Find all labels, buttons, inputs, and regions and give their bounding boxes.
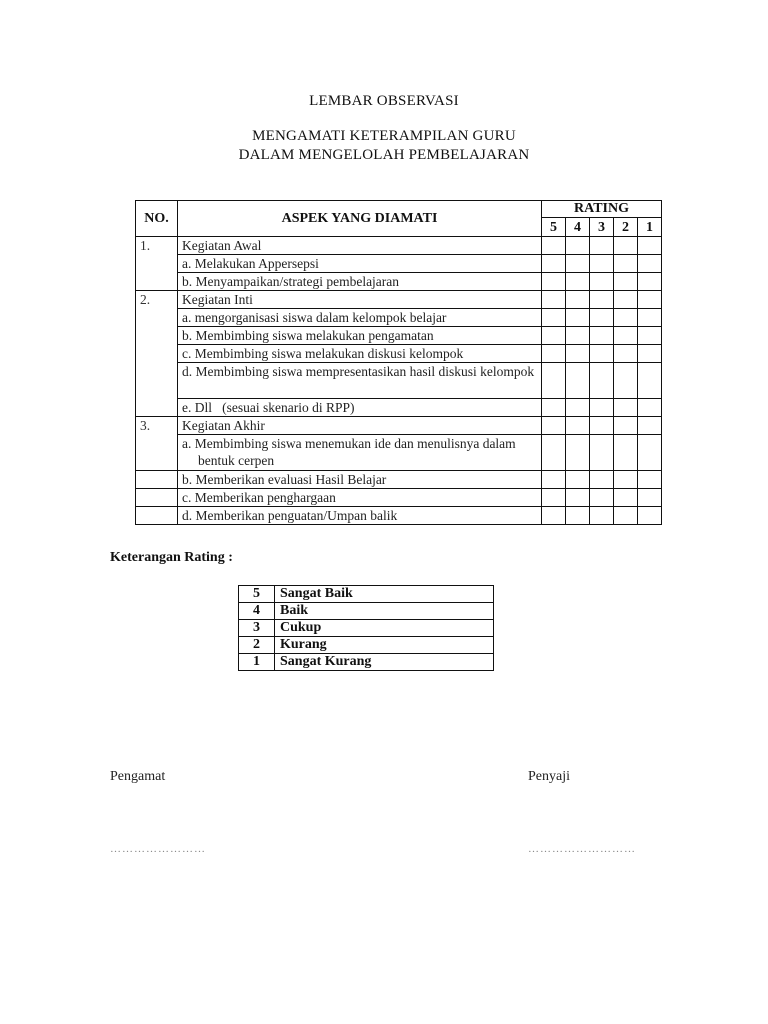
section-title: Kegiatan Inti [178, 291, 542, 309]
table-row [136, 417, 662, 435]
table-row [136, 489, 662, 507]
section-number: 2. [136, 291, 178, 417]
rating-cell-2[interactable] [614, 363, 638, 399]
legend-label: Cukup [275, 620, 494, 637]
header-rating-1: 1 [638, 218, 662, 237]
rating-cell-5[interactable] [542, 237, 566, 255]
rating-cell-3[interactable] [590, 273, 614, 291]
rating-cell-1[interactable] [638, 291, 662, 309]
rating-cell-4[interactable] [566, 237, 590, 255]
rating-cell-5[interactable] [542, 345, 566, 363]
table-row [136, 399, 662, 417]
rating-cell-1[interactable] [638, 273, 662, 291]
rating-cell-1[interactable] [638, 399, 662, 417]
header-rating: RATING [542, 201, 662, 218]
signature-label-observer: Pengamat [110, 769, 166, 784]
table-row [136, 309, 662, 327]
header-aspek: ASPEK YANG DIAMATI [178, 201, 542, 237]
legend-label: Sangat Baik [275, 586, 494, 603]
header-rating-5: 5 [542, 218, 566, 237]
rating-cell-2[interactable] [614, 273, 638, 291]
document-title: LEMBAR OBSERVASI [309, 93, 459, 109]
legend-value: 5 [239, 586, 275, 603]
section-number: 1. [136, 237, 178, 291]
rating-cell-4[interactable] [566, 345, 590, 363]
rating-cell-3[interactable] [590, 489, 614, 507]
rating-cell-4[interactable] [566, 507, 590, 525]
rating-cell-3[interactable] [590, 309, 614, 327]
header-no: NO. [136, 201, 178, 237]
aspect-item: a. Melakukan Appersepsi [178, 255, 542, 273]
rating-cell-2[interactable] [614, 417, 638, 435]
aspect-item: e. Dll (sesuai skenario di RPP) [178, 399, 542, 417]
rating-cell-1[interactable] [638, 489, 662, 507]
rating-legend-label: Keterangan Rating : [110, 550, 233, 565]
legend-value: 2 [239, 637, 275, 654]
rating-cell-5[interactable] [542, 507, 566, 525]
rating-cell-3[interactable] [590, 255, 614, 273]
rating-cell-4[interactable] [566, 273, 590, 291]
aspect-item: d. Memberikan penguatan/Umpan balik [178, 507, 542, 525]
rating-cell-4[interactable] [566, 471, 590, 489]
rating-cell-5[interactable] [542, 471, 566, 489]
rating-cell-1[interactable] [638, 435, 662, 471]
rating-cell-4[interactable] [566, 327, 590, 345]
section-number-empty [136, 471, 178, 489]
table-row [136, 255, 662, 273]
table-row [136, 327, 662, 345]
section-number: 3. [136, 417, 178, 471]
table-row [136, 363, 662, 399]
rating-legend-table [238, 585, 494, 671]
rating-cell-5[interactable] [542, 255, 566, 273]
rating-cell-5[interactable] [542, 489, 566, 507]
aspect-item: d. Membimbing siswa mempresentasikan hasil diskusi kelompok [178, 363, 542, 399]
rating-cell-2[interactable] [614, 399, 638, 417]
legend-row [239, 586, 494, 603]
rating-cell-4[interactable] [566, 363, 590, 399]
rating-cell-4[interactable] [566, 489, 590, 507]
legend-row [239, 637, 494, 654]
table-row [136, 435, 662, 471]
rating-cell-3[interactable] [590, 327, 614, 345]
signature-label-presenter: Penyaji [528, 769, 570, 784]
rating-cell-3[interactable] [590, 363, 614, 399]
document-subtitle-line1: MENGAMATI KETERAMPILAN GURU [252, 128, 516, 144]
aspect-item: b. Memberikan evaluasi Hasil Belajar [178, 471, 542, 489]
section-number-empty [136, 507, 178, 525]
rating-cell-2[interactable] [614, 327, 638, 345]
table-row [136, 291, 662, 309]
rating-cell-3[interactable] [590, 417, 614, 435]
rating-cell-2[interactable] [614, 507, 638, 525]
signature-line-presenter: ……………………… [528, 843, 636, 855]
rating-cell-4[interactable] [566, 435, 590, 471]
rating-cell-5[interactable] [542, 399, 566, 417]
aspect-item: b. Menyampaikan/strategi pembelajaran [178, 273, 542, 291]
header-rating-2: 2 [614, 218, 638, 237]
rating-cell-2[interactable] [614, 345, 638, 363]
rating-cell-5[interactable] [542, 363, 566, 399]
legend-value: 4 [239, 603, 275, 620]
rating-cell-2[interactable] [614, 255, 638, 273]
legend-row [239, 603, 494, 620]
legend-label: Sangat Kurang [275, 654, 494, 671]
rating-cell-3[interactable] [590, 507, 614, 525]
aspect-item: c. Memberikan penghargaan [178, 489, 542, 507]
aspect-item: c. Membimbing siswa melakukan diskusi kelompok [178, 345, 542, 363]
rating-cell-4[interactable] [566, 309, 590, 327]
rating-cell-1[interactable] [638, 471, 662, 489]
rating-cell-1[interactable] [638, 237, 662, 255]
aspect-item: b. Membimbing siswa melakukan pengamatan [178, 327, 542, 345]
header-rating-3: 3 [590, 218, 614, 237]
legend-label: Kurang [275, 637, 494, 654]
rating-cell-5[interactable] [542, 291, 566, 309]
rating-cell-1[interactable] [638, 345, 662, 363]
legend-value: 3 [239, 620, 275, 637]
signature-line-observer: …………………… [110, 843, 206, 855]
rating-cell-3[interactable] [590, 399, 614, 417]
rating-cell-3[interactable] [590, 291, 614, 309]
aspect-item: a. mengorganisasi siswa dalam kelompok belajar [178, 309, 542, 327]
rating-cell-4[interactable] [566, 255, 590, 273]
legend-label: Baik [275, 603, 494, 620]
legend-value: 1 [239, 654, 275, 671]
rating-cell-2[interactable] [614, 309, 638, 327]
rating-cell-5[interactable] [542, 417, 566, 435]
rating-cell-2[interactable] [614, 471, 638, 489]
rating-cell-2[interactable] [614, 291, 638, 309]
rating-cell-1[interactable] [638, 417, 662, 435]
rating-cell-1[interactable] [638, 327, 662, 345]
section-number-empty [136, 489, 178, 507]
table-row [136, 237, 662, 255]
header-rating-4: 4 [566, 218, 590, 237]
table-row [136, 345, 662, 363]
rating-cell-2[interactable] [614, 489, 638, 507]
rating-cell-5[interactable] [542, 327, 566, 345]
rating-cell-5[interactable] [542, 273, 566, 291]
section-title: Kegiatan Awal [178, 237, 542, 255]
rating-cell-1[interactable] [638, 507, 662, 525]
table-row [136, 507, 662, 525]
document-subtitle-line2: DALAM MENGELOLAH PEMBELAJARAN [238, 147, 530, 163]
rating-cell-5[interactable] [542, 435, 566, 471]
rating-cell-1[interactable] [638, 363, 662, 399]
rating-cell-3[interactable] [590, 471, 614, 489]
legend-row [239, 654, 494, 671]
rating-cell-3[interactable] [590, 237, 614, 255]
rating-cell-5[interactable] [542, 309, 566, 327]
rating-cell-4[interactable] [566, 399, 590, 417]
rating-cell-2[interactable] [614, 435, 638, 471]
section-title: Kegiatan Akhir [178, 417, 542, 435]
table-row [136, 471, 662, 489]
rating-cell-1[interactable] [638, 309, 662, 327]
rating-cell-1[interactable] [638, 255, 662, 273]
rating-cell-4[interactable] [566, 291, 590, 309]
aspect-item: a. Membimbing siswa menemukan ide dan menulisnya dalam bentuk cerpen [178, 435, 542, 471]
table-row [136, 273, 662, 291]
rating-cell-4[interactable] [566, 417, 590, 435]
rating-cell-3[interactable] [590, 345, 614, 363]
rating-cell-3[interactable] [590, 435, 614, 471]
legend-row [239, 620, 494, 637]
observation-table [135, 200, 662, 525]
rating-cell-2[interactable] [614, 237, 638, 255]
